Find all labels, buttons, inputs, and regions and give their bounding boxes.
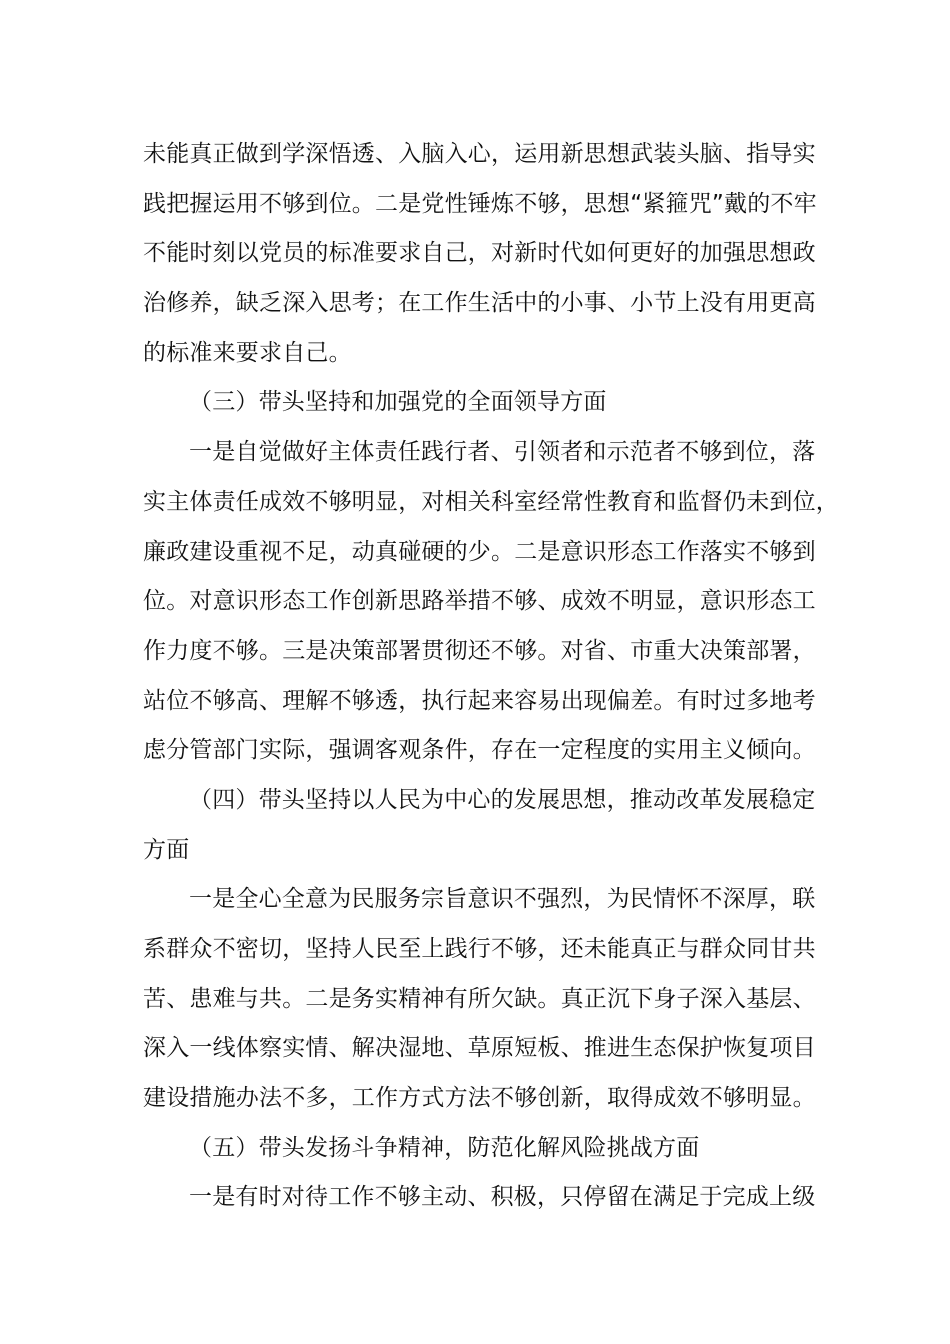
text-line: 站位不够高、理解不够透，执行起来容易出现偏差。有时过多地考 (143, 687, 816, 714)
text-line: 践把握运用不够到位。二是党性锤炼不够，思想“紧箍咒”戴的不牢 (143, 190, 817, 217)
text-line: 虑分管部门实际，强调客观条件，存在一定程度的实用主义倾向。 (143, 737, 816, 764)
paragraph-start: 一是有时对待工作不够主动、积极，只停留在满足于完成上级 (189, 1184, 816, 1211)
text-line: 作力度不够。三是决策部署贯彻还不够。对省、市重大决策部署， (143, 637, 816, 664)
text-line: 苦、患难与共。二是务实精神有所欠缺。真正沉下身子深入基层、 (143, 985, 816, 1012)
text-line: 不能时刻以党员的标准要求自己，对新时代如何更好的加强思想政 (143, 240, 816, 267)
section-heading-continuation: 方面 (143, 836, 190, 863)
document-body (143, 130, 839, 1223)
text-line: 位。对意识形态工作创新思路举措不够、成效不明显，意识形态工 (143, 588, 816, 615)
text-line: 廉政建设重视不足，动真碰硬的少。二是意识形态工作落实不够到 (143, 538, 816, 565)
text-line: 的标准来要求自己。 (143, 339, 352, 366)
text-line: 未能真正做到学深悟透、入脑入心，运用新思想武装头脑、指导实 (143, 141, 816, 167)
section-heading: （四）带头坚持以人民为中心的发展思想，推动改革发展稳定 (189, 786, 816, 813)
text-line: 治修养，缺乏深入思考；在工作生活中的小事、小节上没有用更高 (143, 290, 816, 317)
text-line: 实主体责任成效不够明显，对相关科室经常性教育和监督仍未到位， (143, 488, 839, 515)
section-heading: （五）带头发扬斗争精神，防范化解风险挑战方面 (189, 1134, 700, 1161)
paragraph-start: 一是自觉做好主体责任践行者、引领者和示范者不够到位，落 (189, 439, 816, 466)
paragraph-start: 一是全心全意为民服务宗旨意识不强烈，为民情怀不深厚，联 (189, 886, 816, 913)
text-line: 深入一线体察实情、解决湿地、草原短板、推进生态保护恢复项目 (143, 1035, 816, 1062)
section-heading: （三）带头坚持和加强党的全面领导方面 (189, 389, 607, 416)
text-line: 系群众不密切，坚持人民至上践行不够，还未能真正与群众同甘共 (143, 936, 816, 962)
text-line: 建设措施办法不多，工作方式方法不够创新，取得成效不够明显。 (143, 1085, 816, 1112)
